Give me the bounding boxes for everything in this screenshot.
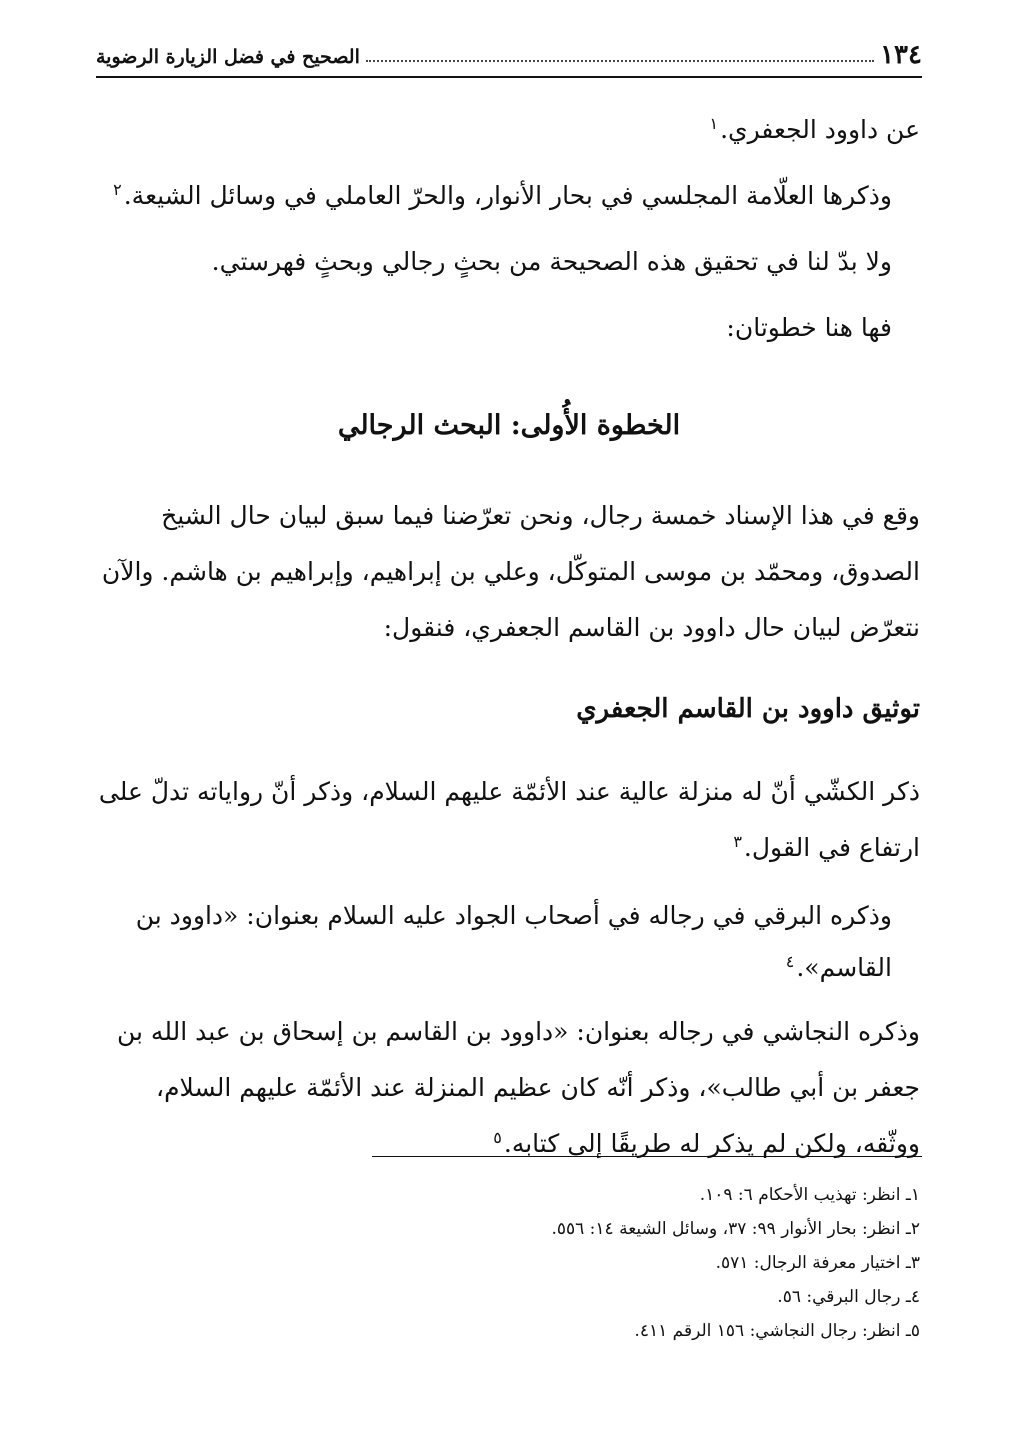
footnote-2: ٢ـ انظر: بحار الأنوار ٩٩: ٣٧، وسائل الشيعة ١٤: ٥٥٦. [551, 1219, 920, 1239]
footnote-ref-1: ١ [709, 113, 719, 133]
section-para-1: وقع في هذا الإسناد خمسة رجال، ونحن تعرّضنا فيما سبق لبيان حال الشيخ الصدوق، ومحمّد بن موسى المتوكّل، وعلي بن إبراهيم، وإبراهيم بن هاشم. والآن نتعرّض لبيان حال داوود بن القاسم الجعفري، فنقول: [101, 501, 920, 642]
footnote-separator [372, 1156, 922, 1157]
footnote-1: ١ـ انظر: تهذيب الأحكام ٦: ١٠٩. [699, 1185, 920, 1205]
intro-line-3: ولا بدّ لنا في تحقيق هذه الصحيحة من بحثٍ رجالي وبحثٍ فهرستي. [211, 247, 892, 276]
intro-block [98, 104, 920, 354]
footnote-5: ٥ـ انظر: رجال النجاشي: ١٥٦ الرقم ٤١١. [634, 1321, 920, 1341]
intro-line-1: عن داوود الجعفري.$^١$ [709, 113, 920, 144]
subsection-heading: توثيق داوود بن القاسم الجعفري [576, 694, 920, 724]
page-number: ١٣٤ [880, 40, 922, 70]
subsection-para-1: ذكر الكشّي أنّ له منزلة عالية عند الأئمّة عليهم السلام، وذكر أنّ رواياته تدلّ على ارتفاع في القول.$^٣$ [98, 777, 920, 862]
subsection-para-3: وذكره النجاشي في رجاله بعنوان: «داوود بن القاسم بن إسحاق بن عبد الله بن جعفر بن أبي طالب»، وذكر أنّه كان عظيم المنزلة عند الأئمّة عليهم السلام، ووثّقه، ولكن لم يذكر له طريقًا إلى كتابه.$^٥$ [116, 1017, 920, 1158]
header-dot-leader [366, 60, 874, 62]
running-header [96, 36, 922, 78]
subsection-body [98, 764, 920, 1172]
section-paragraph [98, 488, 920, 656]
footnote-ref-2: ٢ [113, 179, 122, 199]
intro-line-4: فها هنا خطوتان: [726, 313, 892, 342]
intro-line-2: وذكرها العلّامة المجلسي في بحار الأنوار، والحرّ العاملي في وسائل الشيعة.$^٢$ [113, 179, 892, 210]
footnotes [300, 1178, 920, 1348]
footnote-ref-3: ٣ [733, 831, 742, 851]
footnote-ref-4: ٤ [785, 951, 795, 971]
footnote-3: ٣ـ اختيار معرفة الرجال: ٥٧١. [715, 1253, 920, 1273]
footnote-ref-5: ٥ [493, 1127, 502, 1147]
subsection-para-2: وذكره البرقي في رجاله في أصحاب الجواد عليه السلام بعنوان: «داوود بن القاسم».$^٤$ [135, 901, 892, 982]
section-heading: الخطوة الأُولى: البحث الرجالي [337, 410, 681, 441]
running-title: الصحيح في فضل الزيارة الرضوية [96, 46, 360, 68]
footnote-4: ٤ـ رجال البرقي: ٥٦. [777, 1287, 920, 1307]
